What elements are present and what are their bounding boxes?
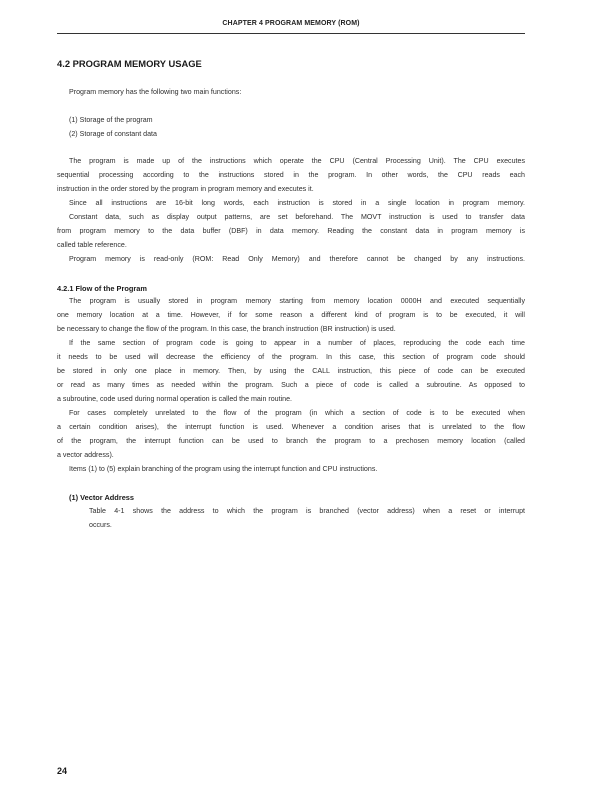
subsection-paragraph-line: a certain condition arises), the interrupt function is used. Whenever a condition arises that is unrelated to the flow — [57, 423, 525, 431]
section-title: 4.2 PROGRAM MEMORY USAGE — [57, 58, 202, 69]
running-header: CHAPTER 4 PROGRAM MEMORY (ROM) — [222, 20, 360, 27]
section-paragraph-line: Since all instructions are 16-bit long words, each instruction is stored in a single location in program memory. — [69, 199, 525, 207]
section-paragraph-line: The program is made up of the instructions which operate the CPU (Central Processing Unit). The CPU executes — [69, 157, 525, 165]
subsection-paragraph-line: or read as many times as needed within the program. Such a piece of code is called a subroutine. As opposed to — [57, 381, 525, 389]
subsection-paragraph-line: it needs to be used will decrease the efficiency of the program. In this case, this section of program code should — [57, 353, 525, 361]
section-paragraph-line: called table reference. — [57, 241, 127, 249]
subsection-paragraph-line: one memory location at a time. However, if for some reason a different kind of program is to be executed, it will — [57, 311, 525, 319]
subsection-paragraph-line: a vector address). — [57, 451, 114, 459]
subsection-paragraph-line: Items (1) to (5) explain branching of the program using the interrupt function and CPU instructions. — [69, 465, 378, 473]
subsection-paragraph-line: The program is usually stored in program memory starting from memory location 0000H and executed sequentially — [69, 297, 525, 305]
subsection-paragraph-line: of the program, the interrupt function can be used to branch the program to a prechosen memory location (called — [57, 437, 525, 445]
section-intro: Program memory has the following two main functions: — [69, 88, 242, 96]
subsection-paragraph-line: be necessary to change the flow of the program. In this case, the branch instruction (BR instruction) is used. — [57, 325, 396, 333]
item-title: (1) Vector Address — [69, 493, 135, 502]
section-paragraph-line: from program memory to the data buffer (DBF) in data memory. Reading the constant data in program memory is — [57, 227, 525, 235]
header-rule — [57, 33, 525, 34]
subsection-paragraph-line: For cases completely unrelated to the flow of the program (in which a section of code is to be executed when — [69, 409, 525, 417]
section-paragraph-line: sequential processing according to the instructions stored in the program. In other words, the CPU reads each — [57, 171, 525, 179]
function-list-item: (1) Storage of the program — [69, 116, 153, 124]
page-number: 24 — [57, 766, 68, 776]
subsection-paragraph-line: If the same section of program code is going to appear in a number of places, reproducing the code each time — [69, 339, 525, 347]
section-paragraph-line: instruction in the order stored by the program in program memory and executes it. — [57, 185, 314, 193]
item-paragraph-line: Table 4-1 shows the address to which the program is branched (vector address) when a reset or interrupt — [89, 507, 525, 515]
function-list-item: (2) Storage of constant data — [69, 130, 157, 138]
section-paragraph-line: Constant data, such as display output patterns, are set beforehand. The MOVT instruction is used to transfer data — [69, 213, 525, 221]
subsection-paragraph-line: be stored in only one place in memory. Then, by using the CALL instruction, this piece of code can be executed — [57, 367, 525, 375]
item-paragraph-line: occurs. — [89, 521, 112, 529]
subsection-paragraph-line: a subroutine, code used during normal operation is called the main routine. — [57, 395, 293, 403]
section-paragraph-line: Program memory is read-only (ROM: Read Only Memory) and therefore cannot be changed by any instructions. — [69, 255, 525, 263]
subsection-title: 4.2.1 Flow of the Program — [57, 284, 147, 293]
